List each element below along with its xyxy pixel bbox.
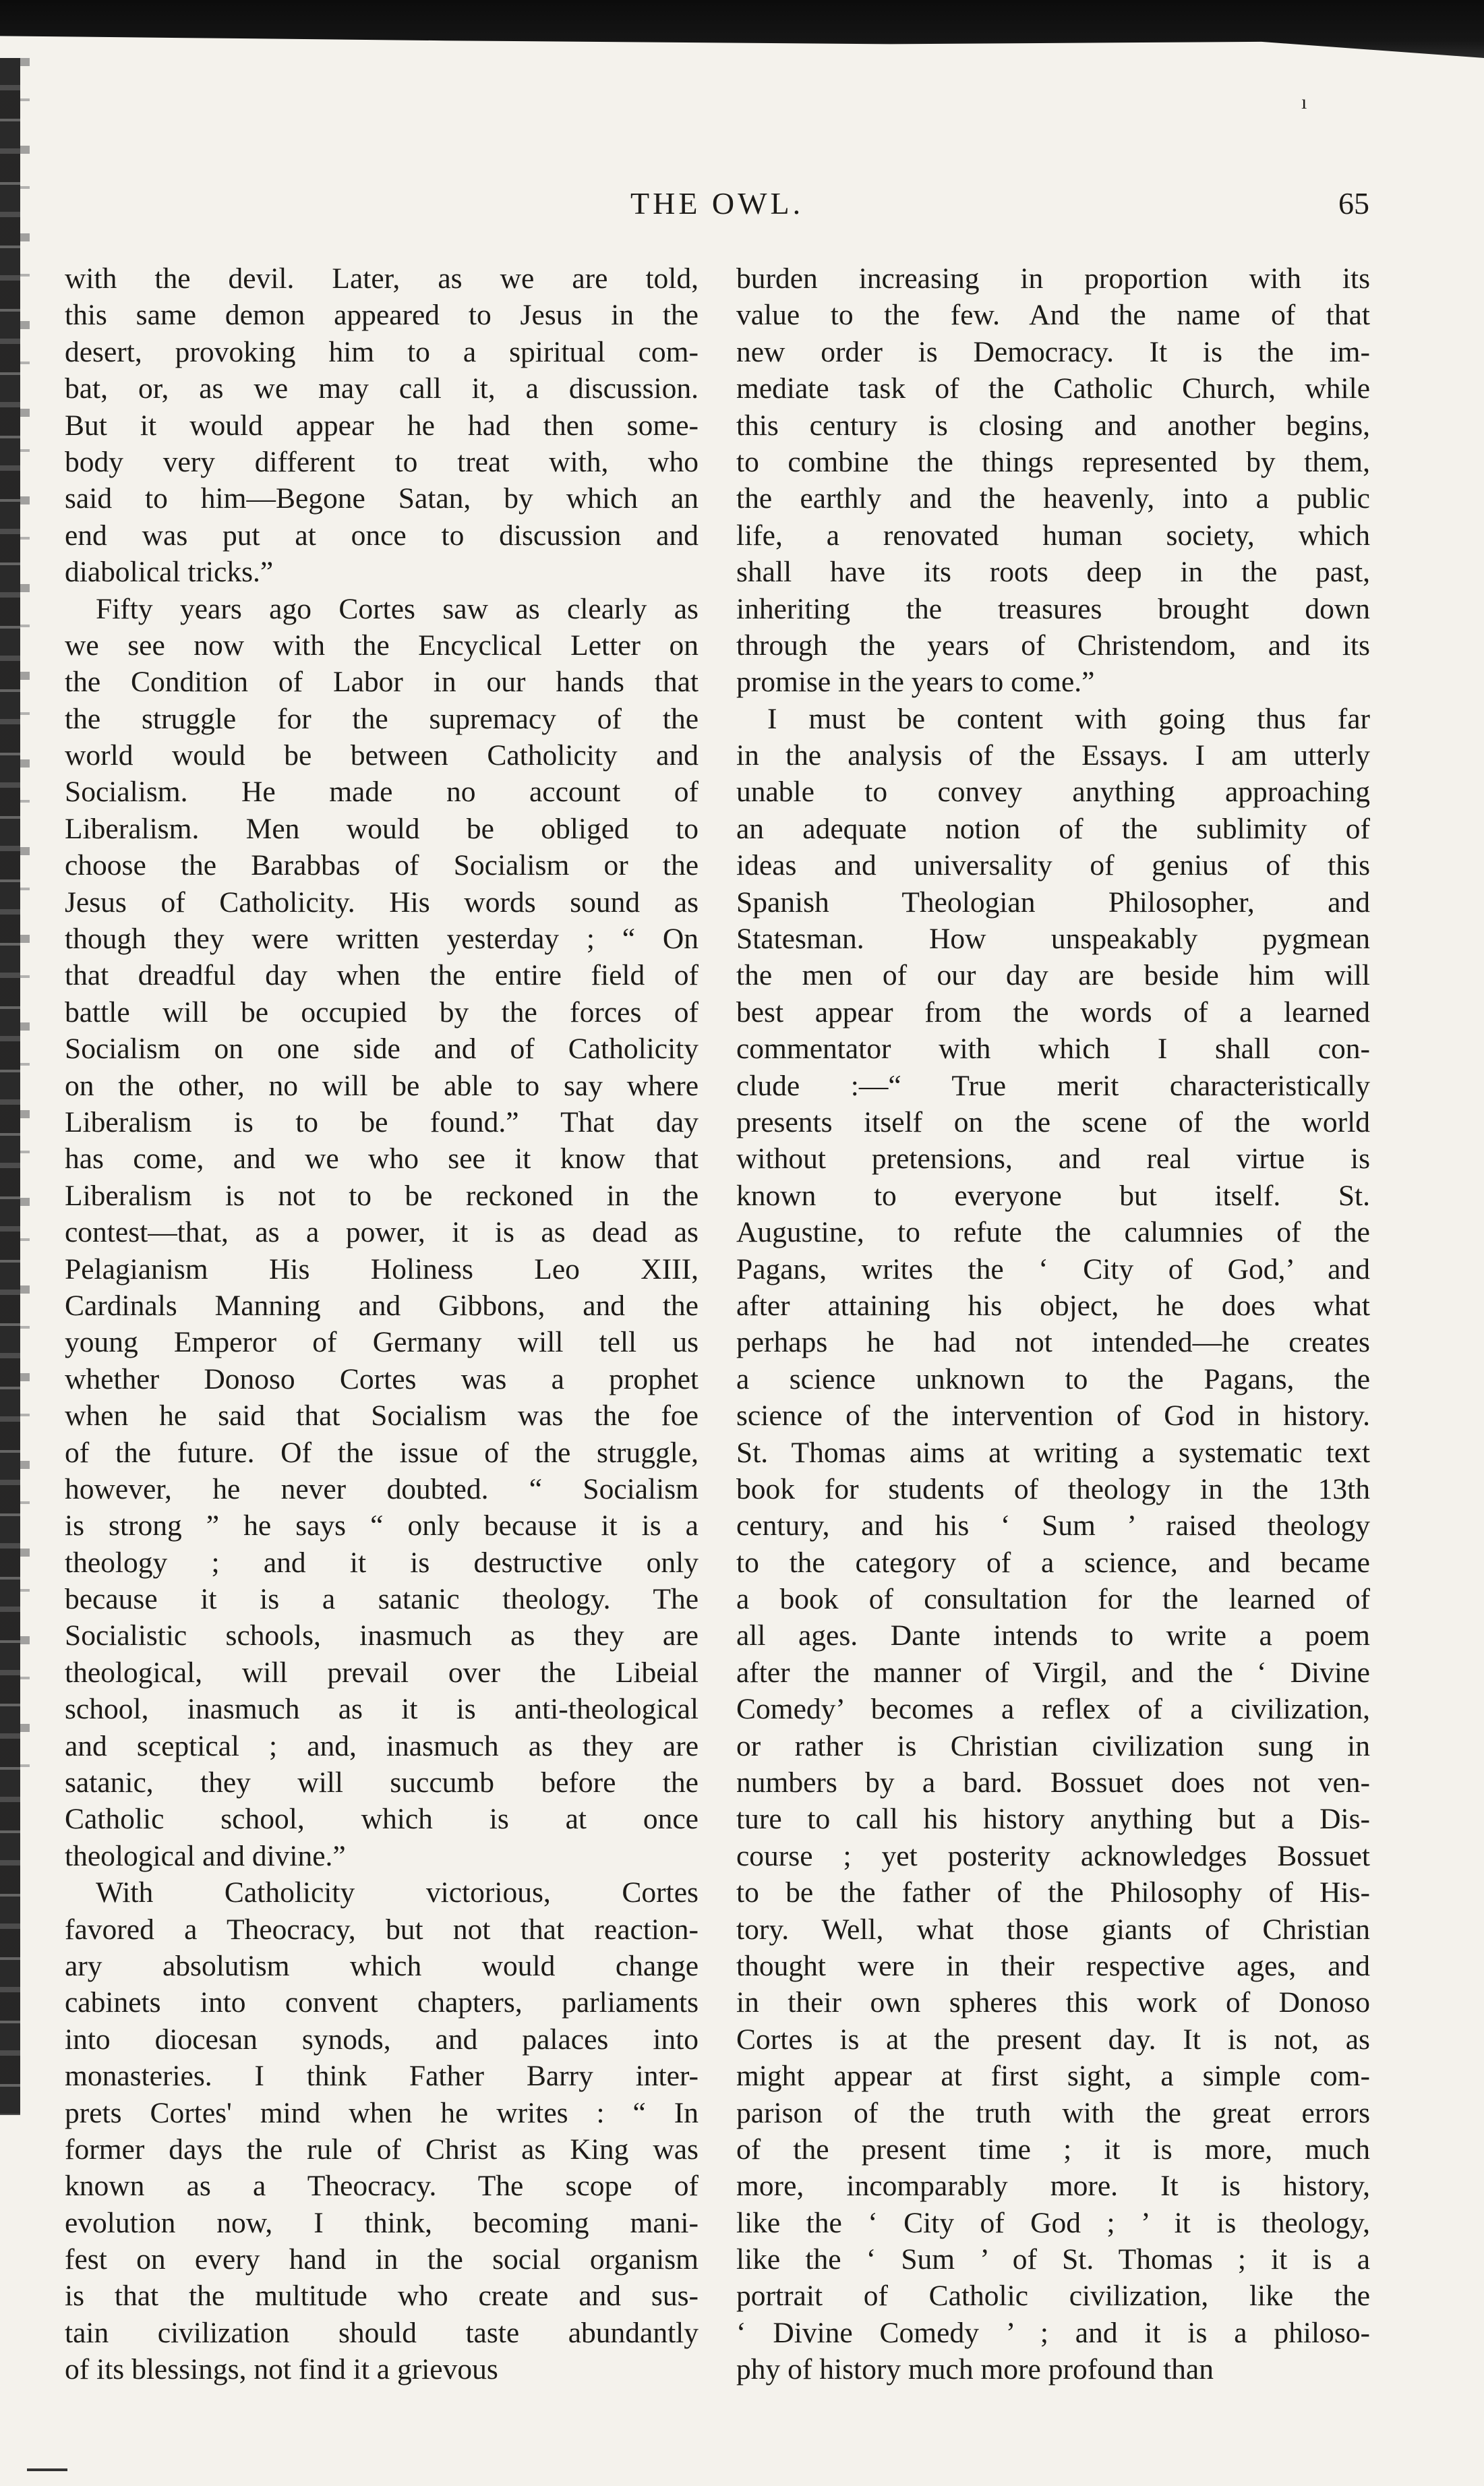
- text-line: Catholic school, which is at once: [65, 1803, 699, 1836]
- text-line: tain civilization should taste abundantly: [65, 2316, 699, 2349]
- text-line: new order is Democracy. It is the im-: [736, 335, 1370, 368]
- text-line: presents itself on the scene of the world: [736, 1105, 1370, 1138]
- text-line: value to the few. And the name of that: [736, 299, 1370, 332]
- text-line: commentator with which I shall con-: [736, 1033, 1370, 1066]
- text-line: this century is closing and another begins,: [736, 409, 1370, 442]
- text-line: promise in the years to come.”: [736, 666, 1095, 699]
- text-line: shall have its roots deep in the past,: [736, 556, 1370, 589]
- text-line: might appear at first sight, a simple com-: [736, 2060, 1370, 2093]
- text-line: Augustine, to refute the calumnies of the: [736, 1216, 1370, 1249]
- text-line: life, a renovated human society, which: [736, 519, 1370, 552]
- text-line: Liberalism. Men would be obliged to: [65, 812, 699, 845]
- text-line: said to him—Begone Satan, by which an: [65, 482, 699, 515]
- scan-top-border: [0, 0, 1484, 58]
- text-line: contest—that, as a power, it is as dead as: [65, 1216, 699, 1249]
- text-line: without pretensions, and real virtue is: [736, 1143, 1370, 1176]
- text-line: an adequate notion of the sublimity of: [736, 812, 1370, 845]
- text-line: theological and divine.”: [65, 1839, 346, 1872]
- text-line: the struggle for the supremacy of the: [65, 702, 699, 735]
- text-line: choose the Barabbas of Socialism or the: [65, 849, 699, 882]
- text-line: ary absolutism which would change: [65, 1949, 699, 1982]
- text-line: and sceptical ; and, inasmuch as they are: [65, 1729, 699, 1762]
- text-line: to be the father of the Philosophy of His-: [736, 1876, 1370, 1909]
- running-head: [0, 185, 1484, 226]
- text-line: however, he never doubted. “ Socialism: [65, 1472, 699, 1505]
- scan-left-edge-shadow: [20, 58, 30, 1812]
- text-line: St. Thomas aims at writing a systematic text: [736, 1436, 1370, 1469]
- page-title: THE OWL.: [630, 186, 804, 221]
- text-line: the earthly and the heavenly, into a public: [736, 482, 1370, 515]
- text-line: this same demon appeared to Jesus in the: [65, 299, 699, 332]
- text-line: ideas and universality of genius of this: [736, 849, 1370, 882]
- text-line: into diocesan synods, and palaces into: [65, 2023, 699, 2056]
- text-line: former days the rule of Christ as King was: [65, 2133, 699, 2166]
- text-line: course ; yet posterity acknowledges Bossuet: [736, 1839, 1370, 1872]
- text-line: ture to call his history anything but a Dis-: [736, 1803, 1370, 1836]
- text-line: like the ‘ City of God ; ’ it is theology,: [736, 2206, 1370, 2239]
- text-line: we see now with the Encyclical Letter on: [65, 629, 699, 662]
- text-line: perhaps he had not intended—he creates: [736, 1326, 1370, 1359]
- text-line: diabolical tricks.”: [65, 556, 274, 589]
- text-line: bat, or, as we may call it, a discussion.: [65, 372, 699, 405]
- text-line: science of the intervention of God in history.: [736, 1399, 1370, 1433]
- text-line: in the analysis of the Essays. I am utterly: [736, 739, 1370, 772]
- text-line: mediate task of the Catholic Church, while: [736, 372, 1370, 405]
- text-line: But it would appear he had then some-: [65, 409, 699, 442]
- text-line: after attaining his object, he does what: [736, 1289, 1370, 1322]
- text-line: all ages. Dante intends to write a poem: [736, 1619, 1370, 1652]
- text-line: or rather is Christian civilization sung in: [736, 1729, 1370, 1762]
- text-line: that dreadful day when the entire field of: [65, 959, 699, 992]
- text-line: inheriting the treasures brought down: [736, 592, 1370, 625]
- text-line: thought were in their respective ages, and: [736, 1949, 1370, 1982]
- text-line: fest on every hand in the social organism: [65, 2243, 699, 2276]
- text-line: Cortes is at the present day. It is not, as: [736, 2023, 1370, 2056]
- text-line: after the manner of Virgil, and the ‘ Divine: [736, 1656, 1370, 1689]
- text-line: young Emperor of Germany will tell us: [65, 1326, 699, 1359]
- scan-left-edge: [0, 58, 20, 2115]
- text-line: school, inasmuch as it is anti-theological: [65, 1693, 699, 1726]
- text-line: a science unknown to the Pagans, the: [736, 1362, 1370, 1395]
- text-line: world would be between Catholicity and: [65, 739, 699, 772]
- text-line: when he said that Socialism was the foe: [65, 1399, 699, 1433]
- text-line: with the devil. Later, as we are told,: [65, 262, 699, 295]
- text-line: Pelagianism His Holiness Leo XIII,: [65, 1252, 699, 1285]
- text-line: body very different to treat with, who: [65, 445, 699, 478]
- text-line: phy of history much more profound than: [736, 2353, 1214, 2386]
- text-line: favored a Theocracy, but not that reaction-: [65, 1913, 699, 1946]
- text-line: Pagans, writes the ‘ City of God,’ and: [736, 1252, 1370, 1285]
- text-line: because it is a satanic theology. The: [65, 1583, 699, 1616]
- text-line: on the other, no will be able to say where: [65, 1069, 699, 1102]
- text-line: Socialism on one side and of Catholicity: [65, 1033, 699, 1066]
- text-line: to the category of a science, and became: [736, 1546, 1370, 1579]
- text-line: Socialistic schools, inasmuch as they are: [65, 1619, 699, 1652]
- text-line: whether Donoso Cortes was a prophet: [65, 1362, 699, 1395]
- text-line: the men of our day are beside him will: [736, 959, 1370, 992]
- text-line: century, and his ‘ Sum ’ raised theology: [736, 1509, 1370, 1542]
- text-line: is that the multitude who create and sus-: [65, 2280, 699, 2313]
- text-line: book for students of theology in the 13th: [736, 1472, 1370, 1505]
- text-line: more, incomparably more. It is history,: [736, 2170, 1370, 2203]
- text-line: Cardinals Manning and Gibbons, and the: [65, 1289, 699, 1322]
- text-line: end was put at once to discussion and: [65, 519, 699, 552]
- text-line: like the ‘ Sum ’ of St. Thomas ; it is a: [736, 2243, 1370, 2276]
- text-line: With Catholicity victorious, Cortes: [96, 1876, 699, 1909]
- page-number: 65: [1338, 186, 1369, 221]
- text-line: theological, will prevail over the Libeial: [65, 1656, 699, 1689]
- text-line: evolution now, I think, becoming mani-: [65, 2206, 699, 2239]
- text-line: Jesus of Catholicity. His words sound as: [65, 886, 699, 919]
- text-line: battle will be occupied by the forces of: [65, 995, 699, 1029]
- text-line: parison of the truth with the great errors: [736, 2096, 1370, 2129]
- text-line: is strong ” he says “ only because it is a: [65, 1509, 699, 1542]
- text-line: in their own spheres this work of Donoso: [736, 1986, 1370, 2019]
- right-column: [736, 260, 1370, 2388]
- left-column: [65, 260, 699, 2388]
- text-line: has come, and we who see it know that: [65, 1143, 699, 1176]
- text-line: Statesman. How unspeakably pygmean: [736, 923, 1370, 956]
- text-line: unable to convey anything approaching: [736, 776, 1370, 809]
- stray-mark: ı: [1301, 91, 1307, 113]
- text-line: monasteries. I think Father Barry inter-: [65, 2060, 699, 2093]
- text-line: desert, provoking him to a spiritual com-: [65, 335, 699, 368]
- text-line: Socialism. He made no account of: [65, 776, 699, 809]
- text-line: of the future. Of the issue of the struggle,: [65, 1436, 699, 1469]
- text-line: though they were written yesterday ; “ On: [65, 923, 699, 956]
- text-line: numbers by a bard. Bossuet does not ven-: [736, 1766, 1370, 1799]
- scan-bottom-mark: [27, 2468, 67, 2471]
- text-line: Liberalism is to be found.” That day: [65, 1105, 699, 1138]
- text-line: known as a Theocracy. The scope of: [65, 2170, 699, 2203]
- text-line: tory. Well, what those giants of Christian: [736, 1913, 1370, 1946]
- text-line: Spanish Theologian Philosopher, and: [736, 886, 1370, 919]
- text-line: of its blessings, not find it a grievous: [65, 2353, 498, 2386]
- text-line: portrait of Catholic civilization, like the: [736, 2280, 1370, 2313]
- text-line: prets Cortes' mind when he writes : “ In: [65, 2096, 699, 2129]
- text-line: theology ; and it is destructive only: [65, 1546, 699, 1579]
- text-line: of the present time ; it is more, much: [736, 2133, 1370, 2166]
- text-line: through the years of Christendom, and its: [736, 629, 1370, 662]
- text-line: the Condition of Labor in our hands that: [65, 666, 699, 699]
- text-line: to combine the things represented by them,: [736, 445, 1370, 478]
- text-line: satanic, they will succumb before the: [65, 1766, 699, 1799]
- text-line: clude :—“ True merit characteristically: [736, 1069, 1370, 1102]
- text-line: burden increasing in proportion with its: [736, 262, 1370, 295]
- text-line: known to everyone but itself. St.: [736, 1179, 1370, 1212]
- text-line: a book of consultation for the learned of: [736, 1583, 1370, 1616]
- text-line: Liberalism is not to be reckoned in the: [65, 1179, 699, 1212]
- text-line: Comedy’ becomes a reflex of a civilization,: [736, 1693, 1370, 1726]
- text-line: ‘ Divine Comedy ’ ; and it is a philoso-: [736, 2316, 1370, 2349]
- text-line: I must be content with going thus far: [767, 702, 1370, 735]
- text-line: cabinets into convent chapters, parliaments: [65, 1986, 699, 2019]
- text-line: best appear from the words of a learned: [736, 995, 1370, 1029]
- text-line: Fifty years ago Cortes saw as clearly as: [96, 592, 699, 625]
